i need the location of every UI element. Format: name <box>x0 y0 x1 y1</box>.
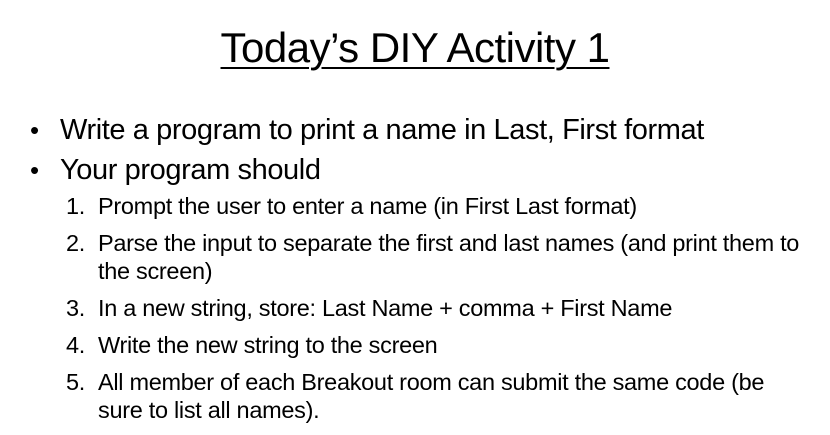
step-item <box>66 229 801 285</box>
step-text: Parse the input to separate the first and last names (and print them to the screen) <box>98 230 800 284</box>
bullet-text: Write a program to print a name in Last, First format <box>60 114 704 146</box>
bullet-icon: • <box>30 155 39 185</box>
step-number: 3. <box>66 295 85 321</box>
step-number: 2. <box>66 230 85 256</box>
step-number: 1. <box>66 193 85 219</box>
step-text: Write the new string to the screen <box>98 332 438 358</box>
bullet-item <box>30 110 820 150</box>
step-item <box>66 368 801 424</box>
slide-title-container <box>0 22 830 74</box>
bullet-item <box>30 150 820 190</box>
bullet-list <box>30 110 820 433</box>
step-item <box>66 331 801 359</box>
step-number: 5. <box>66 369 85 395</box>
step-text: All member of each Breakout room can submit the same code (be sure to list all names). <box>98 369 765 423</box>
step-text: In a new string, store: Last Name + comma + First Name <box>98 295 673 321</box>
steps-container <box>30 192 820 424</box>
slide-title: Today’s DIY Activity 1 <box>220 24 610 71</box>
step-number: 4. <box>66 332 85 358</box>
numbered-step-list <box>66 192 801 424</box>
step-item <box>66 192 801 220</box>
bullet-icon: • <box>30 115 39 145</box>
bullet-text: Your program should <box>60 154 321 186</box>
step-item <box>66 294 801 322</box>
step-text: Prompt the user to enter a name (in First Last format) <box>98 193 637 219</box>
